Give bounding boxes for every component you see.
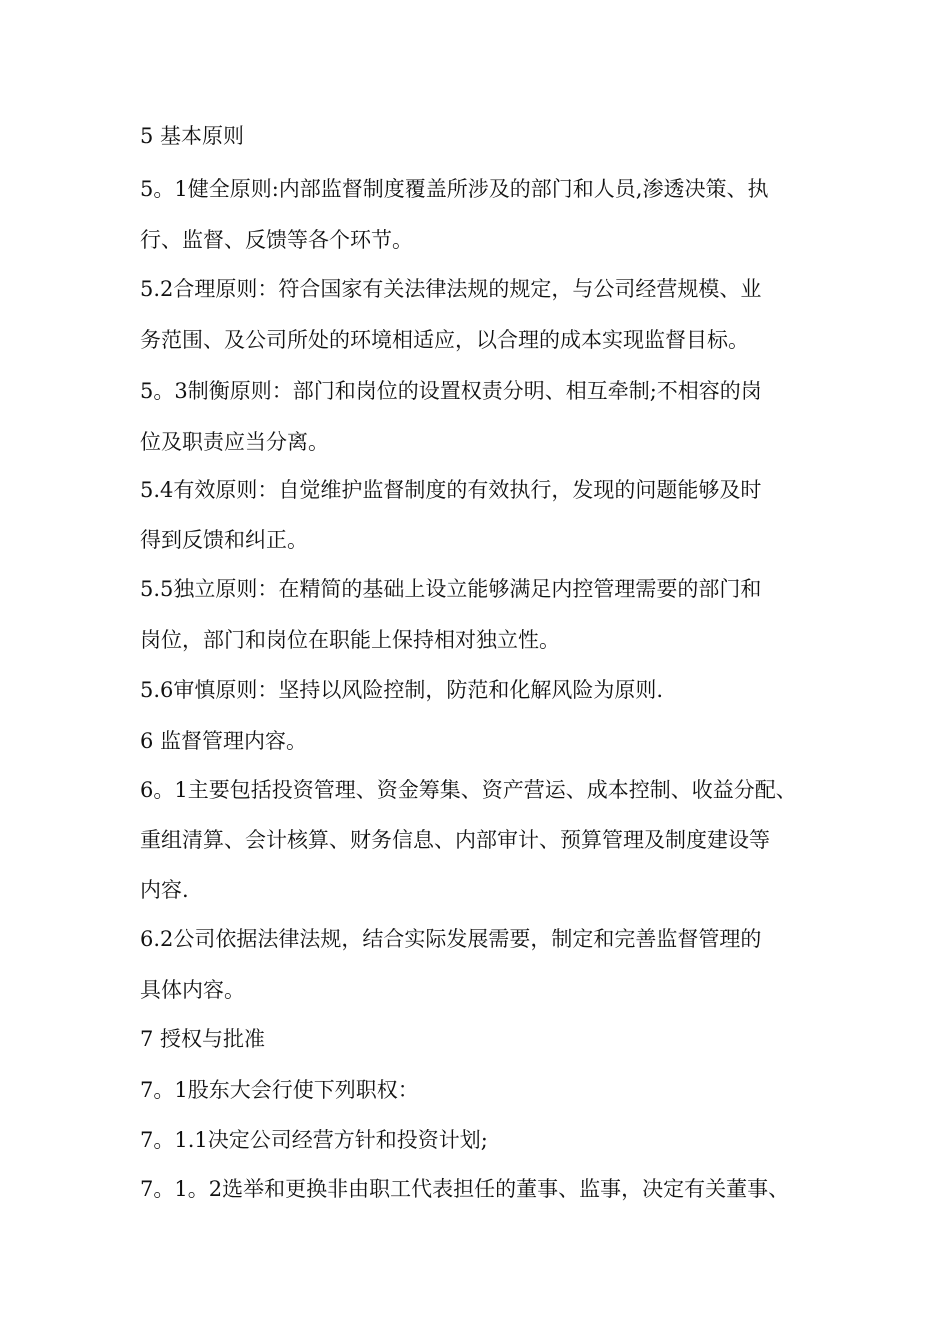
paragraph-line: 岗位，部门和岗位在职能上保持相对独立性。	[140, 628, 560, 652]
paragraph-line: 6。1主要包括投资管理、资金筹集、资产营运、成本控制、收益分配、	[140, 778, 797, 802]
paragraph-line: 位及职责应当分离。	[140, 430, 329, 454]
section-heading-supervision-content: 6 监督管理内容。	[140, 729, 308, 753]
paragraph-line: 重组清算、会计核算、财务信息、内部审计、预算管理及制度建设等	[140, 828, 770, 852]
paragraph-line: 务范围、及公司所处的环境相适应，以合理的成本实现监督目标。	[140, 328, 749, 352]
paragraph-line: 得到反馈和纠正。	[140, 528, 308, 552]
section-heading-authorization: 7 授权与批准	[140, 1027, 266, 1051]
paragraph-line: 7。1股东大会行使下列职权：	[140, 1078, 419, 1102]
paragraph-line: 7。1。2选举和更换非由职工代表担任的董事、监事，决定有关董事、	[140, 1177, 790, 1201]
paragraph-line: 5.2合理原则：符合国家有关法律法规的规定，与公司经营规模、业	[140, 277, 762, 301]
paragraph-line: 7。1.1决定公司经营方针和投资计划;	[140, 1128, 488, 1152]
paragraph-line: 5。3制衡原则：部门和岗位的设置权责分明、相互牵制;不相容的岗	[140, 379, 762, 403]
paragraph-line: 6.2公司依据法律法规，结合实际发展需要，制定和完善监督管理的	[140, 927, 762, 951]
paragraph-line: 行、监督、反馈等各个环节。	[140, 228, 413, 252]
paragraph-line: 5.6审慎原则：坚持以风险控制，防范和化解风险为原则.	[140, 678, 664, 702]
section-heading-basic-principles: 5 基本原则	[140, 124, 245, 148]
paragraph-line: 5。1健全原则:内部监督制度覆盖所涉及的部门和人员,渗透决策、执	[140, 177, 769, 201]
paragraph-line: 内容.	[140, 878, 189, 902]
paragraph-line: 5.5独立原则：在精简的基础上设立能够满足内控管理需要的部门和	[140, 577, 762, 601]
paragraph-line: 具体内容。	[140, 978, 245, 1002]
paragraph-line: 5.4有效原则：自觉维护监督制度的有效执行，发现的问题能够及时	[140, 478, 762, 502]
